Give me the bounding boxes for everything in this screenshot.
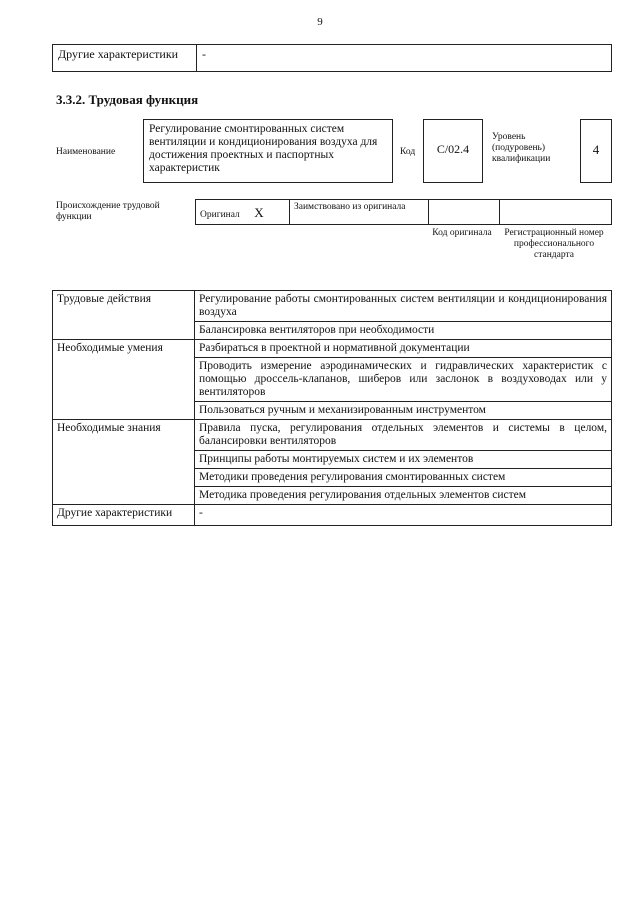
table-row	[53, 340, 612, 358]
labor-action-item: Балансировка вентиляторов при необходимости	[195, 322, 612, 340]
table-row	[53, 505, 612, 526]
level-box: 4	[580, 119, 612, 183]
skill-item: Разбираться в проектной и нормативной документации	[195, 340, 612, 358]
other-value: -	[195, 505, 612, 526]
page-number: 9	[317, 16, 323, 28]
original-label: Оригинал	[200, 210, 240, 220]
function-name-box: Регулирование смонтированных систем вентиляции и кондиционирования воздуха для достижения проектных и паспортных характеристик	[143, 119, 393, 183]
reg-caption: Регистрационный номер профессионального стандарта	[504, 228, 604, 260]
registration-number-cell	[500, 200, 612, 225]
name-label: Наименование	[56, 147, 116, 157]
section-title: 3.3.2. Трудовая функция	[56, 92, 199, 107]
original-cell	[196, 200, 290, 225]
knowledge-item: Правила пуска, регулирования отдельных элементов и системы в целом, балансировки вентиляторов	[195, 420, 612, 451]
code-caption: Код оригинала	[432, 228, 492, 238]
code-label: Код	[400, 147, 416, 157]
level-label: Уровень (подуровень) квалификации	[492, 132, 551, 164]
origin-label: Происхождение трудовой функции	[56, 201, 160, 222]
other-characteristics-label: Другие характеристики	[53, 45, 197, 72]
skill-item: Проводить измерение аэродинамических и гидравлических характеристик с помощью дроссель-клапанов, шиберов или заслонок в воздуховодах или у вентиляторов	[195, 358, 612, 402]
original-mark: X	[254, 205, 264, 220]
top-characteristics-table	[52, 44, 612, 72]
borrowed-label: Заимствовано из оригинала	[290, 200, 429, 225]
knowledge-label: Необходимые знания	[53, 420, 195, 505]
table-row	[53, 420, 612, 451]
origin-table	[195, 199, 612, 225]
knowledge-item: Методика проведения регулирования отдельных элементов систем	[195, 487, 612, 505]
original-code-cell	[429, 200, 500, 225]
knowledge-item: Принципы работы монтируемых систем и их элементов	[195, 451, 612, 469]
other-label: Другие характеристики	[53, 505, 195, 526]
skill-item: Пользоваться ручным и механизированным инструментом	[195, 402, 612, 420]
skills-label: Необходимые умения	[53, 340, 195, 420]
labor-actions-label: Трудовые действия	[53, 291, 195, 340]
labor-function-table	[52, 290, 612, 526]
other-characteristics-value: -	[197, 45, 612, 72]
function-code-box: C/02.4	[423, 119, 483, 183]
labor-action-item: Регулирование работы смонтированных систем вентиляции и кондиционирования воздуха	[195, 291, 612, 322]
table-row	[53, 291, 612, 322]
knowledge-item: Методики проведения регулирования смонтированных систем	[195, 469, 612, 487]
